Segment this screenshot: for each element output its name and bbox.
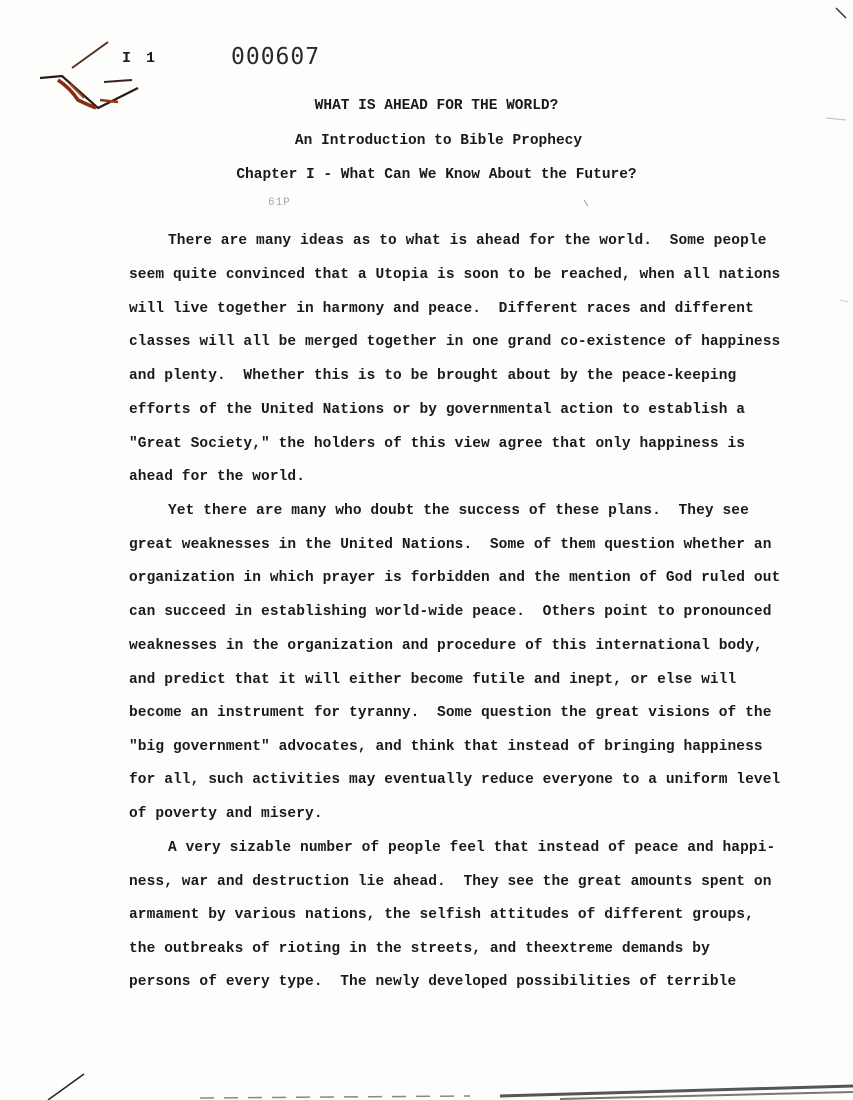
margin-specks [584,8,848,302]
body-line: become an instrument for tyranny. Some question the great visions of the [129,705,772,721]
body-line: weaknesses in the organization and procedure of this international body, [129,638,763,654]
body-line: for all, such activities may eventually reduce everyone to a uniform level [129,772,781,788]
body-line: the outbreaks of rioting in the streets, and theextreme demands by [129,941,710,957]
body-line: seem quite convinced that a Utopia is soon to be reached, when all nations [129,267,781,283]
body-line: armament by various nations, the selfish attitudes of different groups, [129,907,754,923]
section-mark: I 1 [122,50,159,67]
document-number: 000607 [231,44,321,70]
body-line: organization in which prayer is forbidden and the mention of God ruled out [129,570,781,586]
body-line: A very sizable number of people feel that instead of peace and happi- [168,840,776,856]
body-line: "big government" advocates, and think that instead of bringing happiness [129,739,763,755]
bottom-edge-marks [48,1074,853,1100]
body-line: will live together in harmony and peace. Different races and different [129,301,754,317]
faint-stamp: 61P [268,197,291,209]
body-line: and plenty. Whether this is to be brought about by the peace-keeping [129,368,737,384]
body-line: ahead for the world. [129,469,306,485]
document-title: WHAT IS AHEAD FOR THE WORLD? [314,98,559,114]
body-line: Yet there are many who doubt the success of these plans. They see [168,503,749,519]
body-line: classes will all be merged together in one grand co-existence of happiness [129,334,781,350]
body-line: of poverty and misery. [129,806,323,822]
body-line: ness, war and destruction lie ahead. They see the great amounts spent on [129,874,772,890]
body-line: efforts of the United Nations or by governmental action to establish a [129,402,746,418]
body-line: "Great Society," the holders of this view agree that only happiness is [129,436,746,452]
body-line: great weaknesses in the United Nations. Some of them question whether an [129,537,772,553]
body-line: and predict that it will either become futile and inept, or else will [129,672,737,688]
chapter-heading: Chapter I - What Can We Know About the Future? [236,167,637,183]
document-subtitle: An Introduction to Bible Prophecy [294,133,583,149]
body-line: can succeed in establishing world-wide peace. Others point to pronounced [129,604,772,620]
body-line: There are many ideas as to what is ahead for the world. Some people [168,233,767,249]
body-line: persons of every type. The newly developed possibilities of terrible [129,974,737,990]
